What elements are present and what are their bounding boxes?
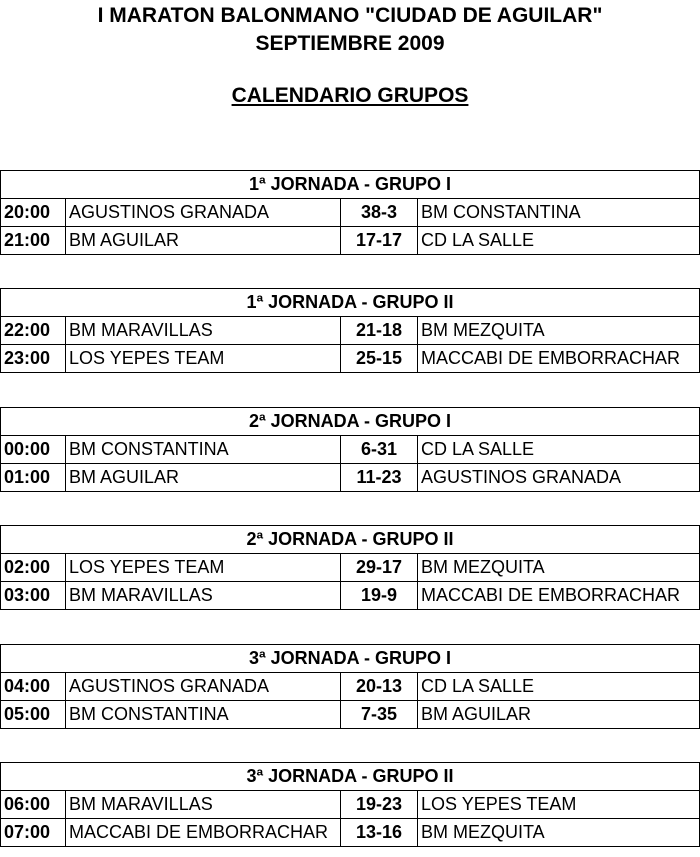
away-team: BM AGUILAR xyxy=(418,701,700,729)
home-team: AGUSTINOS GRANADA xyxy=(66,673,341,701)
match-score: 29-17 xyxy=(341,554,418,582)
match-time: 21:00 xyxy=(1,227,66,255)
match-score: 25-15 xyxy=(341,345,418,373)
home-team: LOS YEPES TEAM xyxy=(66,554,341,582)
match-time: 04:00 xyxy=(1,673,66,701)
group-table xyxy=(0,170,700,255)
home-team: BM CONSTANTINA xyxy=(66,701,341,729)
match-score: 19-23 xyxy=(341,791,418,819)
group-title: 1ª JORNADA - GRUPO II xyxy=(1,289,700,317)
match-time: 03:00 xyxy=(1,582,66,610)
match-score: 13-16 xyxy=(341,819,418,847)
away-team: MACCABI DE EMBORRACHAR xyxy=(418,582,700,610)
match-row xyxy=(1,317,700,345)
match-score: 7-35 xyxy=(341,701,418,729)
home-team: BM MARAVILLAS xyxy=(66,791,341,819)
match-row xyxy=(1,673,700,701)
match-time: 06:00 xyxy=(1,791,66,819)
match-score: 38-3 xyxy=(341,199,418,227)
match-time: 20:00 xyxy=(1,199,66,227)
away-team: BM MEZQUITA xyxy=(418,819,700,847)
home-team: LOS YEPES TEAM xyxy=(66,345,341,373)
match-row xyxy=(1,791,700,819)
match-row xyxy=(1,227,700,255)
match-time: 22:00 xyxy=(1,317,66,345)
home-team: BM AGUILAR xyxy=(66,227,341,255)
group-title: 3ª JORNADA - GRUPO I xyxy=(1,645,700,673)
group-title: 3ª JORNADA - GRUPO II xyxy=(1,763,700,791)
match-score: 19-9 xyxy=(341,582,418,610)
match-score: 17-17 xyxy=(341,227,418,255)
match-score: 20-13 xyxy=(341,673,418,701)
away-team: CD LA SALLE xyxy=(418,436,700,464)
away-team: BM MEZQUITA xyxy=(418,554,700,582)
home-team: BM MARAVILLAS xyxy=(66,317,341,345)
group-table xyxy=(0,288,700,373)
match-row xyxy=(1,582,700,610)
away-team: LOS YEPES TEAM xyxy=(418,791,700,819)
match-time: 01:00 xyxy=(1,464,66,492)
match-row xyxy=(1,436,700,464)
match-row xyxy=(1,819,700,847)
away-team: MACCABI DE EMBORRACHAR xyxy=(418,345,700,373)
away-team: CD LA SALLE xyxy=(418,673,700,701)
home-team: BM MARAVILLAS xyxy=(66,582,341,610)
away-team: BM CONSTANTINA xyxy=(418,199,700,227)
match-score: 11-23 xyxy=(341,464,418,492)
away-team: CD LA SALLE xyxy=(418,227,700,255)
match-row xyxy=(1,464,700,492)
match-row xyxy=(1,554,700,582)
away-team: AGUSTINOS GRANADA xyxy=(418,464,700,492)
group-table xyxy=(0,762,700,847)
match-time: 05:00 xyxy=(1,701,66,729)
match-time: 00:00 xyxy=(1,436,66,464)
match-row xyxy=(1,345,700,373)
match-time: 02:00 xyxy=(1,554,66,582)
home-team: BM AGUILAR xyxy=(66,464,341,492)
match-score: 21-18 xyxy=(341,317,418,345)
match-time: 07:00 xyxy=(1,819,66,847)
group-title: 2ª JORNADA - GRUPO I xyxy=(1,408,700,436)
group-title: 2ª JORNADA - GRUPO II xyxy=(1,526,700,554)
home-team: BM CONSTANTINA xyxy=(66,436,341,464)
group-table xyxy=(0,525,700,610)
match-score: 6-31 xyxy=(341,436,418,464)
tournament-date: SEPTIEMBRE 2009 xyxy=(255,32,445,55)
match-row xyxy=(1,701,700,729)
home-team: MACCABI DE EMBORRACHAR xyxy=(66,819,341,847)
group-table xyxy=(0,644,700,729)
home-team: AGUSTINOS GRANADA xyxy=(66,199,341,227)
away-team: BM MEZQUITA xyxy=(418,317,700,345)
group-table xyxy=(0,407,700,492)
tournament-title: I MARATON BALONMANO "CIUDAD DE AGUILAR" xyxy=(97,4,603,27)
calendar-heading: CALENDARIO GRUPOS xyxy=(231,84,469,107)
match-row xyxy=(1,199,700,227)
match-time: 23:00 xyxy=(1,345,66,373)
group-title: 1ª JORNADA - GRUPO I xyxy=(1,171,700,199)
